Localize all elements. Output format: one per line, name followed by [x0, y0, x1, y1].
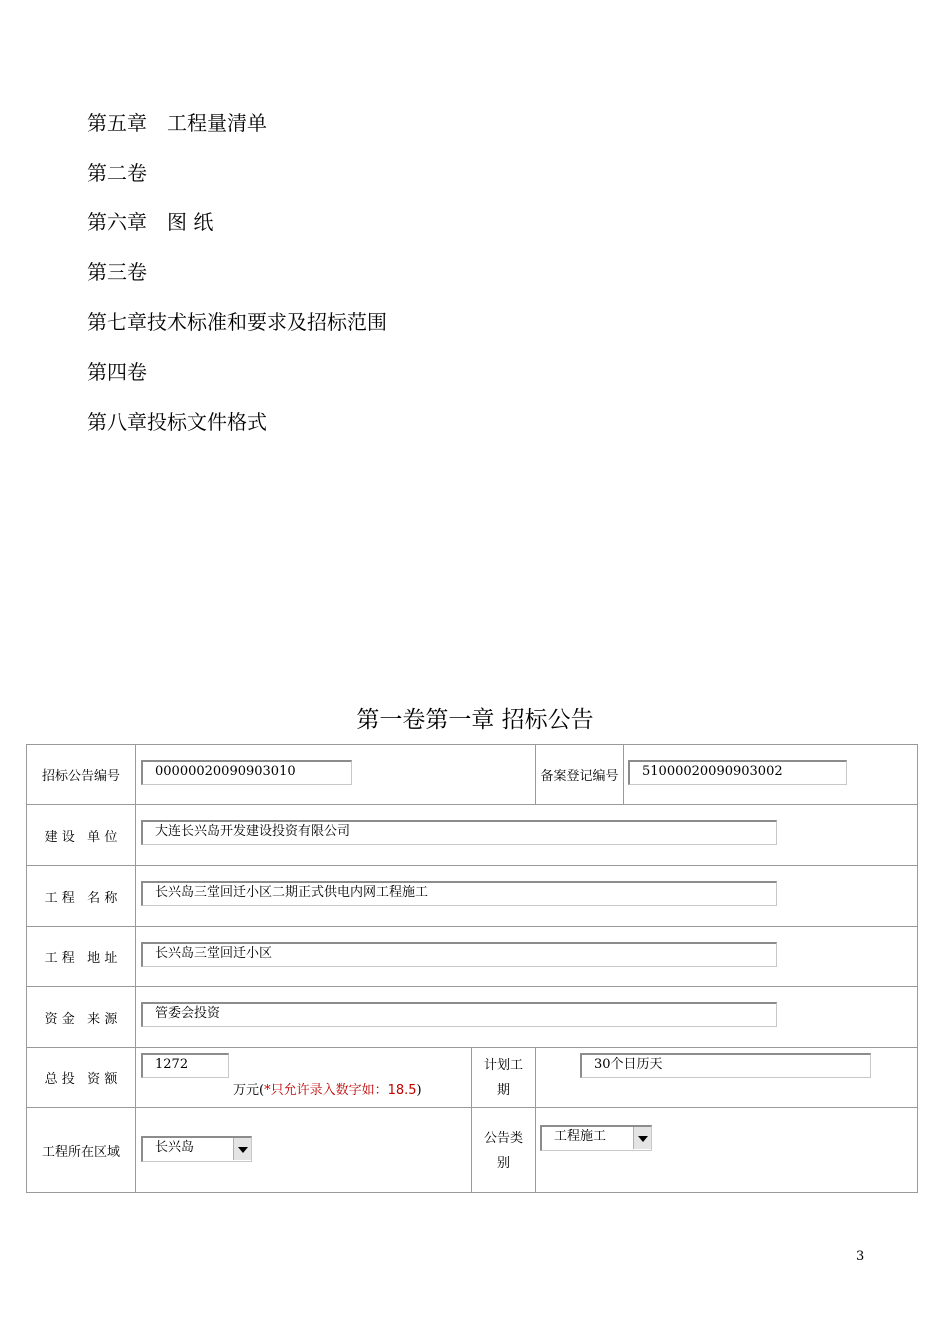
- tender-notice-form: [26, 744, 918, 1193]
- project-address-input[interactable]: 长兴岛三堂回迁小区: [141, 942, 777, 967]
- builder-label: 建 设 单 位: [27, 805, 136, 866]
- investment-hint: [233, 1079, 422, 1098]
- toc-item: 第二卷: [87, 161, 147, 185]
- notice-no-label: 招标公告编号: [27, 745, 136, 805]
- region-select[interactable]: [141, 1136, 252, 1162]
- toc-item: 第七章技术标准和要求及招标范围: [87, 310, 387, 334]
- project-name-label: 工 程 名 称: [27, 866, 136, 927]
- region-label: 工程所在区域: [27, 1108, 136, 1193]
- toc-item: 第八章投标文件格式: [87, 410, 267, 434]
- investment-hint-text: *只允许录入数字如：: [264, 1083, 388, 1098]
- investment-hint-example: 18.5: [387, 1083, 417, 1098]
- page-title: 第一卷第一章 招标公告: [356, 707, 594, 733]
- project-name-input[interactable]: 长兴岛三堂回迁小区二期正式供电内网工程施工: [141, 881, 777, 906]
- investment-unit: 万元(: [233, 1083, 265, 1098]
- notice-category-value: 工程施工: [554, 1129, 607, 1144]
- notice-category-select[interactable]: [540, 1125, 652, 1151]
- project-address-label: 工 程 地 址: [27, 927, 136, 987]
- toc-item: 第三卷: [87, 260, 147, 284]
- investment-input[interactable]: 1272: [141, 1053, 229, 1078]
- region-select-value: 长兴岛: [155, 1140, 195, 1155]
- builder-input[interactable]: 大连长兴岛开发建设投资有限公司: [141, 820, 777, 845]
- notice-category-label: 公告类别: [472, 1108, 536, 1193]
- notice-no-input[interactable]: 00000020090903010: [141, 760, 352, 785]
- planned-period-input[interactable]: 30个日历天: [580, 1053, 871, 1078]
- toc-item: 第四卷: [87, 360, 147, 384]
- investment-label: 总 投 资 额: [27, 1048, 136, 1108]
- record-no-label: 备案登记编号: [536, 745, 624, 805]
- chevron-down-icon[interactable]: [633, 1127, 651, 1149]
- fund-source-label: 资 金 来 源: [27, 987, 136, 1048]
- page-number: 3: [856, 1249, 865, 1264]
- toc-item: 第六章 图 纸: [87, 210, 214, 234]
- toc-item: 第五章 工程量清单: [87, 111, 267, 135]
- fund-source-input[interactable]: 管委会投资: [141, 1002, 777, 1027]
- planned-period-label: 计划工期: [472, 1048, 536, 1108]
- chevron-down-icon[interactable]: [233, 1138, 251, 1160]
- investment-hint-close: ): [416, 1083, 422, 1098]
- record-no-input[interactable]: 51000020090903002: [628, 760, 847, 785]
